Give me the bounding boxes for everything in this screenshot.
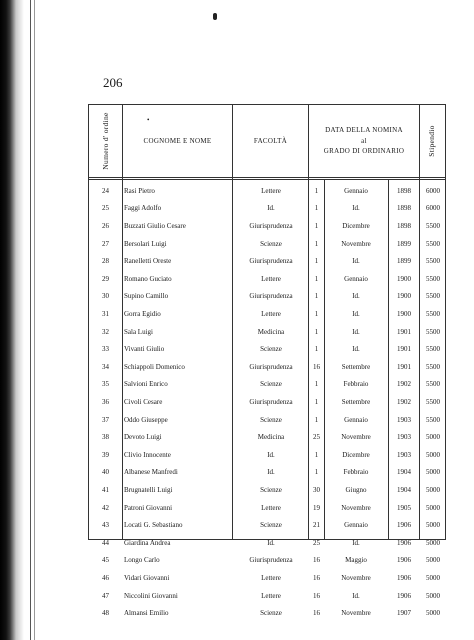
row-day: 19 xyxy=(313,503,320,512)
row-year: 1906 xyxy=(397,591,411,600)
row-day: 1 xyxy=(314,450,319,459)
row-salary: 5500 xyxy=(426,415,440,424)
table-row xyxy=(89,376,445,394)
row-number: 28 xyxy=(102,257,109,266)
row-month: Settembre xyxy=(341,362,371,371)
row-name: Almansi Emilio xyxy=(124,609,169,618)
row-day: 16 xyxy=(313,556,320,565)
row-month: Id. xyxy=(352,257,360,266)
page-number: 206 xyxy=(103,75,123,90)
row-year: 1900 xyxy=(397,274,411,283)
row-day: 1 xyxy=(314,345,319,354)
row-number: 35 xyxy=(102,380,109,389)
row-faculty: Medicina xyxy=(257,327,285,336)
row-month: Novembre xyxy=(341,609,371,618)
column-rule xyxy=(324,180,325,539)
row-name: Albanese Manfredi xyxy=(124,468,178,477)
row-faculty: Giurisprudenza xyxy=(249,257,293,266)
row-name: Longo Carlo xyxy=(124,556,160,565)
table-row xyxy=(89,252,445,270)
header-rule xyxy=(89,177,445,180)
table-row xyxy=(89,587,445,605)
row-faculty: Id. xyxy=(267,538,275,547)
table-row xyxy=(89,288,445,306)
row-number: 31 xyxy=(102,309,109,318)
row-day: 16 xyxy=(313,362,320,371)
row-year: 1902 xyxy=(397,397,411,406)
row-salary: 5500 xyxy=(426,345,440,354)
row-day: 30 xyxy=(313,485,320,494)
row-salary: 5500 xyxy=(426,327,440,336)
row-name: Oddo Giuseppe xyxy=(124,415,168,424)
row-name: Vidari Giovanni xyxy=(124,573,170,582)
row-day: 1 xyxy=(314,186,319,195)
row-year: 1900 xyxy=(397,309,411,318)
row-number: 40 xyxy=(102,468,109,477)
row-name: Clivio Innocente xyxy=(124,450,171,459)
row-salary: 5000 xyxy=(426,609,440,618)
row-faculty: Lettere xyxy=(261,573,281,582)
column-rule xyxy=(388,180,389,539)
table-row xyxy=(89,217,445,235)
row-year: 1905 xyxy=(397,503,411,512)
row-year: 1898 xyxy=(397,221,411,230)
row-salary: 5500 xyxy=(426,309,440,318)
row-month: Gennaio xyxy=(344,186,368,195)
row-day: 1 xyxy=(314,257,319,266)
row-month: Id. xyxy=(352,591,360,600)
row-number: 34 xyxy=(102,362,109,371)
row-faculty: Lettere xyxy=(261,274,281,283)
row-day: 25 xyxy=(313,433,320,442)
row-name: Romano Guciato xyxy=(124,274,172,283)
row-year: 1898 xyxy=(397,204,411,213)
row-month: Id. xyxy=(352,204,360,213)
row-year: 1906 xyxy=(397,556,411,565)
table-row xyxy=(89,270,445,288)
row-day: 1 xyxy=(314,327,319,336)
binding-edge-line xyxy=(34,0,35,640)
row-day: 21 xyxy=(313,521,320,530)
book-binding-shadow xyxy=(0,0,24,640)
row-salary: 5500 xyxy=(426,362,440,371)
table-row xyxy=(89,411,445,429)
row-faculty: Giurisprudenza xyxy=(249,292,293,301)
row-month: Id. xyxy=(352,327,360,336)
row-faculty: Id. xyxy=(267,450,275,459)
header-mark: • xyxy=(147,116,150,124)
table-row xyxy=(89,464,445,482)
table-row xyxy=(89,182,445,200)
row-year: 1901 xyxy=(397,362,411,371)
row-number: 37 xyxy=(102,415,109,424)
row-salary: 5000 xyxy=(426,521,440,530)
table-row xyxy=(89,358,445,376)
row-name: Faggi Adolfo xyxy=(124,204,162,213)
row-name: Ranelletti Oreste xyxy=(124,257,172,266)
row-name: Devoto Luigi xyxy=(124,433,162,442)
row-salary: 5000 xyxy=(426,591,440,600)
row-salary: 5500 xyxy=(426,257,440,266)
row-year: 1901 xyxy=(397,327,411,336)
row-year: 1907 xyxy=(397,609,411,618)
row-number: 27 xyxy=(102,239,109,248)
row-month: Id. xyxy=(352,538,360,547)
row-name: Patroni Giovanni xyxy=(124,503,173,512)
row-name: Gorra Egidio xyxy=(124,309,161,318)
row-day: 1 xyxy=(314,468,319,477)
row-month: Settembre xyxy=(341,397,371,406)
row-faculty: Lettere xyxy=(261,186,281,195)
row-faculty: Scienze xyxy=(260,521,282,530)
row-faculty: Giurisprudenza xyxy=(249,362,293,371)
row-year: 1899 xyxy=(397,239,411,248)
row-name: Niccolini Giovanni xyxy=(124,591,178,600)
row-day: 25 xyxy=(313,538,320,547)
row-number: 39 xyxy=(102,450,109,459)
row-year: 1902 xyxy=(397,380,411,389)
row-year: 1906 xyxy=(397,538,411,547)
row-number: 41 xyxy=(102,485,109,494)
table-row xyxy=(89,446,445,464)
row-salary: 5500 xyxy=(426,292,440,301)
row-day: 1 xyxy=(314,309,319,318)
row-day: 1 xyxy=(314,239,319,248)
row-day: 16 xyxy=(313,591,320,600)
row-month: Dicembre xyxy=(342,450,370,459)
row-salary: 5500 xyxy=(426,221,440,230)
table-row xyxy=(89,323,445,341)
row-number: 25 xyxy=(102,204,109,213)
row-faculty: Id. xyxy=(267,468,275,477)
row-month: Maggio xyxy=(345,556,367,565)
table-row xyxy=(89,534,445,552)
binding-edge-line xyxy=(30,0,31,640)
table-row xyxy=(89,499,445,517)
row-year: 1903 xyxy=(397,415,411,424)
row-year: 1899 xyxy=(397,257,411,266)
row-year: 1901 xyxy=(397,345,411,354)
header-data-line1: DATA DELLA NOMINA xyxy=(325,126,403,135)
row-name: Salvioni Enrico xyxy=(124,380,168,389)
row-month: Id. xyxy=(352,345,360,354)
row-month: Febbraio xyxy=(343,380,369,389)
row-faculty: Scienze xyxy=(260,380,282,389)
row-name: Schiappoli Domenico xyxy=(124,362,185,371)
row-month: Novembre xyxy=(341,239,371,248)
row-faculty: Giurisprudenza xyxy=(249,397,293,406)
row-salary: 5000 xyxy=(426,573,440,582)
row-year: 1906 xyxy=(397,573,411,582)
row-number: 45 xyxy=(102,556,109,565)
row-faculty: Giurisprudenza xyxy=(249,556,293,565)
row-number: 46 xyxy=(102,573,109,582)
row-faculty: Lettere xyxy=(261,503,281,512)
row-day: 1 xyxy=(314,274,319,283)
row-number: 36 xyxy=(102,397,109,406)
table-row xyxy=(89,305,445,323)
row-salary: 5000 xyxy=(426,450,440,459)
row-year: 1898 xyxy=(397,186,411,195)
row-name: Locati G. Sebastiano xyxy=(124,521,183,530)
row-year: 1903 xyxy=(397,433,411,442)
row-number: 26 xyxy=(102,221,109,230)
header-data-nomina xyxy=(309,113,419,169)
header-stipendio: Stipendio xyxy=(427,125,437,157)
row-name: Buzzati Giulio Cesare xyxy=(124,221,186,230)
row-name: Sala Luigi xyxy=(124,327,153,336)
header-facolta: FACOLTÀ xyxy=(253,136,288,145)
row-salary: 5500 xyxy=(426,239,440,248)
row-number: 48 xyxy=(102,609,109,618)
row-month: Novembre xyxy=(341,433,371,442)
row-month: Giugno xyxy=(345,485,367,494)
table-row xyxy=(89,604,445,622)
row-salary: 5000 xyxy=(426,503,440,512)
table-row xyxy=(89,340,445,358)
row-year: 1904 xyxy=(397,485,411,494)
row-faculty: Scienze xyxy=(260,345,282,354)
row-month: Id. xyxy=(352,309,360,318)
row-number: 30 xyxy=(102,292,109,301)
header-ordine: Numero d' ordine xyxy=(101,112,111,170)
table-row xyxy=(89,428,445,446)
row-name: Giardina Andrea xyxy=(124,538,171,547)
row-salary: 6000 xyxy=(426,186,440,195)
row-year: 1904 xyxy=(397,468,411,477)
row-name: Brugnatelli Luigi xyxy=(124,485,173,494)
header-data-line2: al xyxy=(361,136,367,145)
row-faculty: Scienze xyxy=(260,609,282,618)
row-day: 1 xyxy=(314,221,319,230)
nomination-table xyxy=(88,104,446,618)
row-number: 38 xyxy=(102,433,109,442)
row-day: 1 xyxy=(314,415,319,424)
row-day: 1 xyxy=(314,292,319,301)
row-day: 1 xyxy=(314,380,319,389)
row-salary: 5500 xyxy=(426,274,440,283)
row-year: 1906 xyxy=(397,521,411,530)
row-number: 44 xyxy=(102,538,109,547)
row-salary: 5000 xyxy=(426,468,440,477)
row-number: 33 xyxy=(102,345,109,354)
row-name: Civoli Cesare xyxy=(124,397,163,406)
row-day: 16 xyxy=(313,609,320,618)
row-month: Dicembre xyxy=(342,221,370,230)
row-number: 43 xyxy=(102,521,109,530)
row-faculty: Id. xyxy=(267,204,275,213)
table-row xyxy=(89,569,445,587)
row-name: Vivanti Giulio xyxy=(124,345,165,354)
row-salary: 5000 xyxy=(426,556,440,565)
row-salary: 6000 xyxy=(426,204,440,213)
row-name: Bersolari Luigi xyxy=(124,239,167,248)
row-year: 1900 xyxy=(397,292,411,301)
row-number: 24 xyxy=(102,186,109,195)
table-row xyxy=(89,393,445,411)
row-faculty: Scienze xyxy=(260,239,282,248)
row-number: 29 xyxy=(102,274,109,283)
header-data-line3: GRADO DI ORDINARIO xyxy=(323,147,405,156)
table-row xyxy=(89,516,445,534)
table-row xyxy=(89,481,445,499)
row-month: Novembre xyxy=(341,503,371,512)
row-day: 16 xyxy=(313,573,320,582)
row-month: Id. xyxy=(352,292,360,301)
row-month: Febbraio xyxy=(343,468,369,477)
row-number: 47 xyxy=(102,591,109,600)
header-nome: COGNOME E NOME xyxy=(143,136,212,145)
row-faculty: Lettere xyxy=(261,591,281,600)
row-month: Gennaio xyxy=(344,415,368,424)
row-salary: 5500 xyxy=(426,380,440,389)
row-day: 1 xyxy=(314,204,319,213)
row-faculty: Medicina xyxy=(257,433,285,442)
row-faculty: Lettere xyxy=(261,309,281,318)
row-name: Supino Camillo xyxy=(124,292,169,301)
top-mark xyxy=(213,13,217,20)
row-month: Novembre xyxy=(341,573,371,582)
row-name: Rasi Pietro xyxy=(124,186,155,195)
row-salary: 5500 xyxy=(426,397,440,406)
row-faculty: Giurisprudenza xyxy=(249,221,293,230)
row-day: 1 xyxy=(314,397,319,406)
row-number: 42 xyxy=(102,503,109,512)
row-month: Gennaio xyxy=(344,274,368,283)
row-year: 1903 xyxy=(397,450,411,459)
row-number: 32 xyxy=(102,327,109,336)
row-salary: 5000 xyxy=(426,538,440,547)
row-faculty: Scienze xyxy=(260,415,282,424)
row-faculty: Scienze xyxy=(260,485,282,494)
row-salary: 5000 xyxy=(426,433,440,442)
row-salary: 5000 xyxy=(426,485,440,494)
table-row xyxy=(89,552,445,570)
table-row xyxy=(89,200,445,218)
row-month: Gennaio xyxy=(344,521,368,530)
table-row xyxy=(89,235,445,253)
